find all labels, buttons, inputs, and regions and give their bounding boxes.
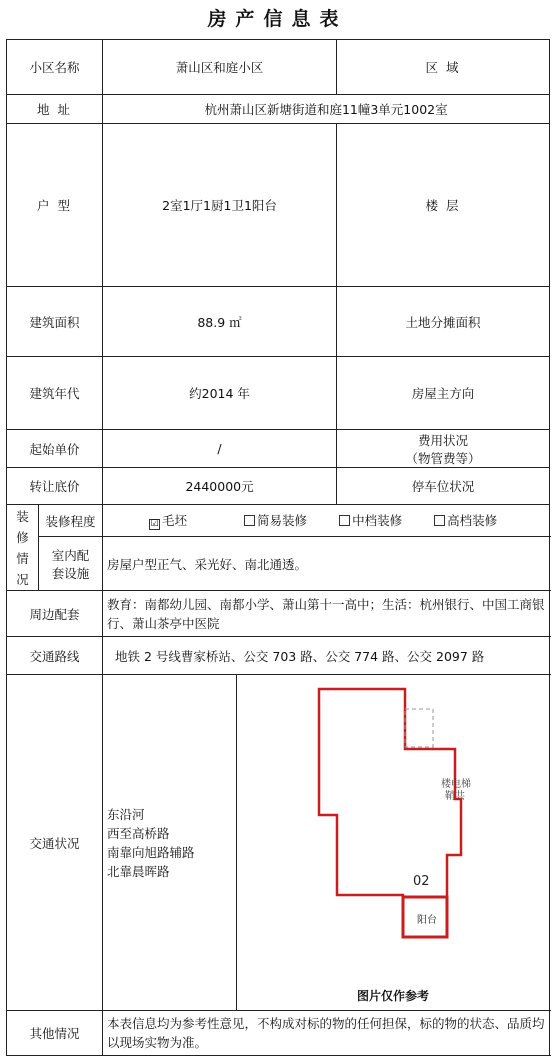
elevator-label: 鞘共 [445, 791, 466, 802]
surroundings-label: 周边配套 [7, 591, 103, 637]
traffic-line: 南靠向旭路辅路 [107, 844, 195, 860]
elevator-box [405, 709, 433, 747]
table-row [7, 1011, 550, 1056]
facility-value: 房屋户型正气、采光好、南北通透。 [103, 537, 550, 591]
facility-label-line: 室内配 [51, 547, 90, 563]
table-row [7, 537, 550, 591]
transfer-price-label: 转让底价 [7, 468, 103, 505]
floorplan-image [237, 675, 550, 1011]
other-value: 本表信息均为参考性意见，不构成对标的物的任何担保，标的物的状态、品质均以现场实物为准。 [103, 1011, 550, 1056]
fee-label [337, 430, 550, 468]
traffic-line: 西至高桥路 [107, 825, 170, 841]
address-value: 杭州萧山区新塘街道和庭11幢3单元1002室 [103, 95, 550, 124]
start-price-value: / [103, 430, 337, 468]
table-row [7, 591, 550, 637]
transit-label: 交通路线 [7, 637, 103, 675]
table-row [7, 505, 550, 537]
layout-label: 户 型 [7, 124, 103, 287]
option-label: 简易装修 [257, 513, 308, 528]
start-price-label: 起始单价 [7, 430, 103, 468]
table-row [7, 95, 550, 124]
property-info-table [6, 39, 550, 1056]
traffic-label: 交通状况 [7, 675, 103, 1011]
elevator-label: 楼电梯 [441, 779, 472, 790]
floorplan-wall [319, 689, 461, 937]
transit-value: 地铁 2 号线曹家桥站、公交 703 路、公交 774 路、公交 2097 路 [103, 637, 550, 675]
checkbox-icon [434, 515, 445, 526]
floorplan-caption: 图片仅作参考 [357, 989, 430, 1003]
district-label: 区 域 [337, 40, 550, 95]
checkbox-icon [339, 515, 350, 526]
community-value: 萧山区和庭小区 [103, 40, 337, 95]
land-label: 土地分摊面积 [337, 287, 550, 357]
fee-label-line: 费用状况 [418, 432, 469, 448]
unit-number: 02 [413, 874, 430, 889]
table-row [7, 124, 550, 287]
decoration-option-rough [149, 511, 244, 530]
traffic-line: 北靠晨晖路 [107, 863, 170, 879]
table-row [7, 287, 550, 357]
decoration-group-label [7, 505, 39, 591]
orientation-label: 房屋主方向 [337, 357, 550, 430]
facility-label-line: 套设施 [51, 565, 90, 581]
decoration-group-char: 装 [16, 508, 29, 524]
floorplan-drawing [237, 675, 549, 1011]
balcony-label: 阳台 [417, 915, 438, 926]
community-label: 小区名称 [7, 40, 103, 95]
decoration-group-char: 修 [16, 529, 29, 545]
table-row [7, 675, 550, 1011]
table-row [7, 40, 550, 95]
other-label: 其他情况 [7, 1011, 103, 1056]
decoration-group-char: 况 [16, 571, 29, 587]
checkbox-checked-icon: ☑ [150, 519, 159, 529]
fee-label-line: （物管费等） [405, 450, 481, 466]
decoration-option-mid [339, 511, 434, 529]
table-row [7, 637, 550, 675]
layout-value: 2室1厅1厨1卫1阳台 [103, 124, 337, 287]
year-value: 约2014 年 [103, 357, 337, 430]
option-label: 高档装修 [447, 513, 498, 528]
area-label: 建筑面积 [7, 287, 103, 357]
traffic-lines [103, 675, 237, 1011]
decoration-group-char: 情 [16, 550, 29, 566]
floor-label: 楼 层 [337, 124, 550, 287]
table-row [7, 430, 550, 468]
year-label: 建筑年代 [7, 357, 103, 430]
table-row [7, 357, 550, 430]
decoration-option-simple [244, 511, 339, 529]
option-label: 毛坯 [162, 513, 188, 528]
checkbox-icon [244, 515, 255, 526]
surroundings-value: 教育：南都幼儿园、南都小学、萧山第十一高中；生活：杭州银行、中国工商银行、萧山茶亭中医院 [103, 591, 550, 637]
decoration-level-label: 装修程度 [39, 505, 103, 537]
page-title: 房产信息表 [207, 8, 348, 30]
facility-label [39, 537, 103, 591]
decoration-options [103, 505, 550, 537]
address-label: 地 址 [7, 95, 103, 124]
area-value: 88.9 ㎡ [103, 287, 337, 357]
traffic-line: 东沿河 [107, 806, 145, 822]
parking-label: 停车位状况 [337, 468, 550, 505]
option-label: 中档装修 [352, 513, 403, 528]
transfer-price-value: 2440000元 [103, 468, 337, 505]
table-row [7, 468, 550, 505]
decoration-option-high [434, 511, 517, 529]
